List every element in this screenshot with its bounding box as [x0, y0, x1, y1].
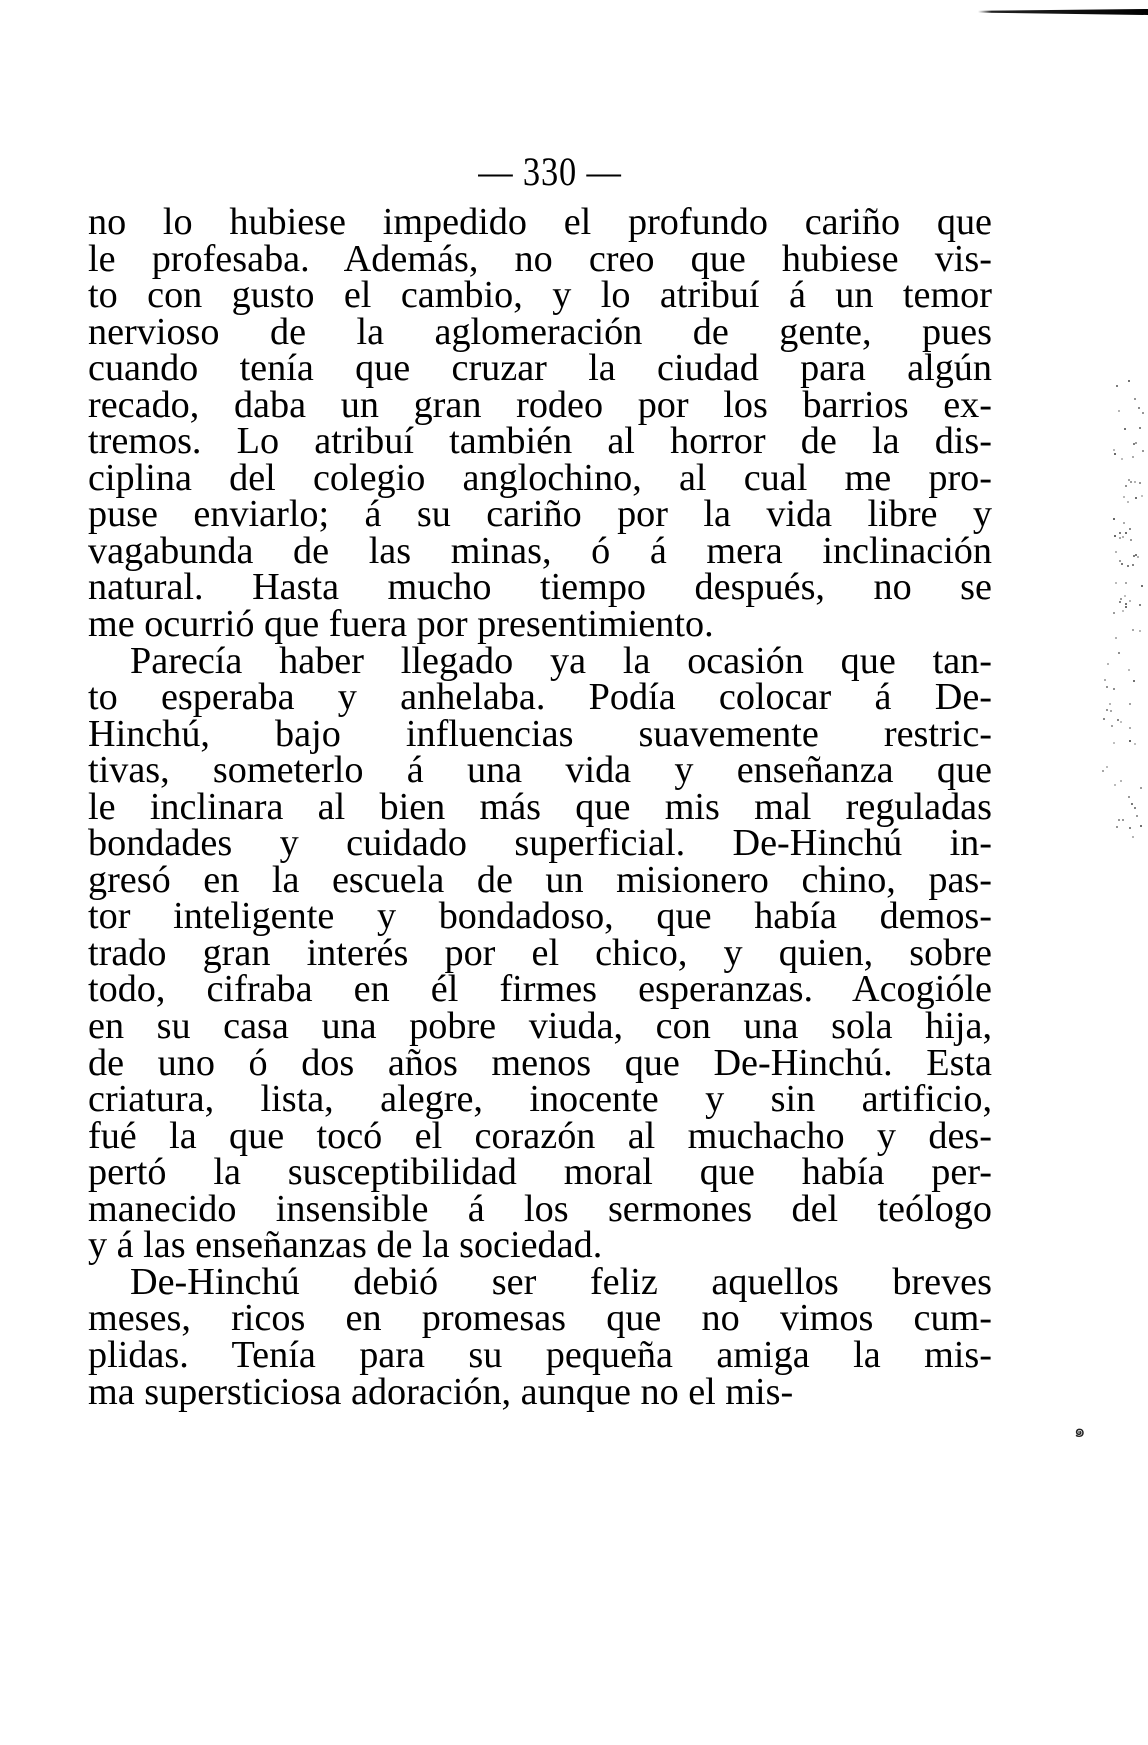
text-line: ma supersticiosa adoración, aunque no el mis- — [88, 1370, 794, 1413]
speckle — [1142, 450, 1144, 452]
text-line: pertó la susceptibilidad moral que había per- — [88, 1151, 992, 1194]
text-line: fué la que tocó el corazón al muchacho y des- — [88, 1114, 992, 1157]
speckle — [1128, 669, 1130, 671]
speckle — [1113, 518, 1115, 520]
speckle — [1120, 721, 1122, 723]
text-line: plidas. Tenía para su pequeña amiga la mis- — [88, 1333, 992, 1376]
speckle — [1135, 497, 1137, 499]
speckle — [1125, 532, 1127, 534]
text-line: cuando tenía que cruzar la ciudad para algún — [88, 347, 992, 390]
speckle — [1129, 827, 1131, 829]
text-line: meses, ricos en promesas que no vimos cum- — [88, 1297, 992, 1340]
speckle — [1141, 585, 1143, 587]
speckle — [1106, 766, 1108, 768]
speckle — [1102, 770, 1104, 772]
margin-mark: ๑ — [1074, 1421, 1086, 1441]
speckle — [1139, 604, 1141, 606]
text-line: en su casa una pobre viuda, con una sola hija, — [88, 1005, 992, 1048]
speckle — [1104, 679, 1106, 681]
speckle — [1119, 560, 1121, 562]
speckle — [1140, 787, 1142, 789]
speckle — [1114, 453, 1116, 455]
speckle — [1125, 606, 1127, 608]
body-text — [88, 201, 992, 1413]
speckle — [1123, 522, 1125, 524]
speckle — [1124, 595, 1126, 597]
text-line: puse enviarlo; á su cariño por la vida libre y — [88, 493, 992, 536]
page-number: — 330 — — [478, 149, 622, 194]
speckle — [1125, 603, 1127, 605]
speckle — [1139, 427, 1141, 429]
speckle — [1133, 680, 1135, 682]
speckle — [1134, 743, 1136, 745]
speckle — [1132, 456, 1134, 458]
speckle — [1128, 380, 1130, 382]
speckle — [1120, 598, 1122, 600]
text-line: gresó en la escuela de un misionero chino, pas- — [88, 858, 992, 901]
speckle — [1123, 496, 1125, 498]
speckle — [1122, 610, 1124, 612]
speckle — [1137, 556, 1139, 558]
text-line: me ocurrió que fuera por presentimiento. — [88, 603, 714, 646]
text-line: vagabunda de las minas, ó á mera inclinación — [88, 529, 992, 572]
speckle — [1113, 449, 1115, 451]
speckle — [1122, 819, 1124, 821]
paragraph — [88, 201, 992, 646]
text-line: no lo hubiese impedido el profundo cariño que — [88, 201, 992, 243]
speckle — [1106, 709, 1108, 711]
text-line: todo, cifraba en él firmes esperanzas. Acogióle — [88, 968, 992, 1011]
speckle — [1117, 719, 1119, 721]
speckle — [1119, 532, 1121, 534]
text-line: recado, daba un gran rodeo por los barrios ex- — [88, 383, 992, 426]
text-line: le inclinara al bien más que mis mal reguladas — [88, 785, 992, 828]
speckle — [1107, 663, 1109, 665]
speckle — [1138, 407, 1140, 409]
speckle — [1124, 428, 1126, 430]
speckle — [1141, 495, 1143, 497]
speckle — [1131, 803, 1133, 805]
speckle — [1118, 819, 1120, 821]
speckle — [1110, 710, 1112, 712]
text-line: bondades y cuidado superficial. De-Hinchú in- — [88, 822, 992, 865]
speckle — [1116, 826, 1118, 828]
speckle — [1134, 481, 1136, 483]
paragraph — [88, 639, 992, 1267]
speckle — [1114, 784, 1116, 786]
text-line: criatura, lista, alegre, inocente y sin artificio, — [88, 1078, 992, 1121]
speckle — [1129, 703, 1131, 705]
speckle — [1114, 535, 1116, 537]
speckle — [1129, 727, 1131, 729]
speckle — [1121, 458, 1123, 460]
speckle — [1115, 582, 1117, 584]
speckle — [1113, 742, 1115, 744]
text-line: manecido insensible á los sermones del teólogo — [88, 1187, 992, 1230]
paragraph — [88, 1260, 992, 1413]
text-line: y á las enseñanzas de la sociedad. — [88, 1224, 603, 1267]
speckle — [1129, 600, 1131, 602]
speckle — [1127, 565, 1129, 567]
speckle — [1129, 528, 1131, 530]
speckle — [1127, 501, 1129, 503]
speckle — [1121, 563, 1123, 565]
speckle — [1130, 539, 1132, 541]
text-line: natural. Hasta mucho tiempo después, no se — [88, 566, 992, 609]
speckle — [1125, 582, 1127, 584]
speckle — [1118, 652, 1120, 654]
speckle — [1115, 637, 1117, 639]
text-line: trado gran interés por el chico, y quien, sobre — [88, 931, 992, 974]
speckle — [1113, 688, 1115, 690]
text-line: to con gusto el cambio, y lo atribuí á un temor — [88, 274, 992, 317]
speckle — [1129, 740, 1131, 742]
speckle — [1113, 612, 1115, 614]
speckle — [1136, 815, 1138, 817]
speckle — [1139, 630, 1141, 632]
speckle — [1128, 796, 1130, 798]
book-page — [88, 149, 992, 1413]
speckle — [1103, 718, 1105, 720]
text-line: Hinchú, bajo influencias suavemente restric- — [88, 712, 992, 755]
text-line: ciplina del colegio anglochino, al cual me pro- — [88, 456, 992, 499]
speckle — [1118, 410, 1120, 412]
speckle — [1132, 629, 1134, 631]
speckle — [1140, 825, 1142, 827]
speckle — [1125, 485, 1127, 487]
text-line: De-Hinchú debió ser feliz aquellos breves — [130, 1260, 992, 1303]
speckle — [1132, 836, 1134, 838]
speckle — [1120, 780, 1122, 782]
speckle — [1122, 536, 1124, 538]
text-line: le profesaba. Además, no creo que hubiese vis- — [88, 237, 992, 280]
text-line: tremos. Lo atribuí también al horror de la dis- — [88, 420, 992, 463]
text-line: tor inteligente y bondadoso, que había demos- — [88, 895, 992, 938]
speckle — [1109, 703, 1111, 705]
speckle — [1132, 564, 1134, 566]
speckle — [1119, 601, 1121, 603]
text-line: to esperaba y anhelaba. Podía colocar á De- — [88, 676, 992, 719]
text-line: Parecía haber llegado ya la ocasión que tan- — [130, 639, 992, 682]
speckle — [1139, 482, 1141, 484]
text-line: nervioso de la aglomeración de gente, pues — [88, 310, 992, 353]
speckle — [1134, 807, 1136, 809]
speckle — [1133, 443, 1135, 445]
speckle — [1135, 442, 1137, 444]
text-line: tivas, someterlo á una vida y enseñanza que — [88, 749, 992, 792]
speckle — [1116, 385, 1118, 387]
text-line: de uno ó dos años menos que De-Hinchú. Esta — [88, 1041, 992, 1084]
speckle — [1115, 551, 1117, 553]
scanner-edge-line — [978, 9, 1148, 15]
speckle — [1106, 686, 1108, 688]
speckle — [1119, 537, 1121, 539]
speckle — [1142, 412, 1144, 414]
speckle — [1130, 481, 1132, 483]
speckle — [1134, 398, 1136, 400]
speckle — [1111, 725, 1113, 727]
